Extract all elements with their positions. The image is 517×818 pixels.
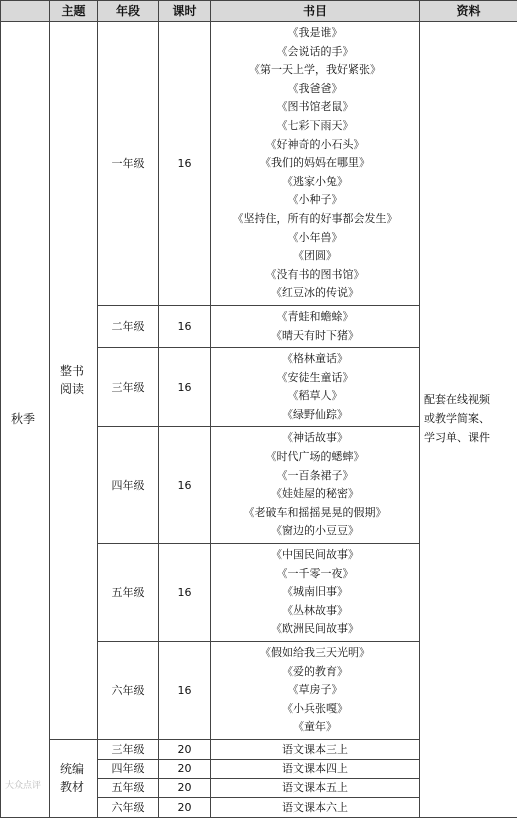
grade-cell: 六年级 [98,797,159,817]
header-season [1,1,50,22]
books-cell [211,642,420,740]
book-title: 《第一天上学，我好紧张》 [211,61,419,80]
grade-cell: 六年级 [98,642,159,740]
hours-cell: 16 [159,642,211,740]
books-cell [211,22,420,306]
book-cell: 语文课本三上 [211,739,420,759]
resources-line: 学习单、课件 [424,429,513,448]
book-title: 《没有书的图书馆》 [211,266,419,285]
hours-cell: 16 [159,305,211,347]
book-title: 《一千零一夜》 [211,565,419,584]
book-title: 《爱的教育》 [211,663,419,682]
season-cell: 秋季 [1,22,50,818]
book-title: 《红豆冰的传说》 [211,284,419,303]
book-title: 《老破车和摇摇晃晃的假期》 [211,504,419,523]
book-title: 《一百条裙子》 [211,467,419,486]
book-title: 《青蛙和蟾蜍》 [211,308,419,327]
resources-line: 或教学简案、 [424,410,513,429]
grade-cell: 三年级 [98,739,159,759]
theme-whole-book [50,22,98,740]
book-title: 《假如给我三天光明》 [211,644,419,663]
book-title: 《娃娃屋的秘密》 [211,485,419,504]
hours-cell: 20 [159,797,211,817]
book-title: 《城南旧事》 [211,583,419,602]
book-title: 《小年兽》 [211,229,419,248]
grade-cell: 四年级 [98,759,159,778]
theme-line: 整书 [60,362,97,381]
book-title: 《稻草人》 [211,387,419,406]
header-grade: 年段 [98,1,159,22]
book-cell: 语文课本四上 [211,759,420,778]
book-title: 《神话故事》 [211,429,419,448]
book-title: 《会说话的手》 [211,43,419,62]
theme-line: 教材 [60,778,97,797]
books-cell [211,427,420,544]
book-title: 《丛林故事》 [211,602,419,621]
hours-cell: 16 [159,544,211,642]
book-title: 《时代广场的蟋蟀》 [211,448,419,467]
book-title: 《图书馆老鼠》 [211,98,419,117]
header-books: 书目 [211,1,420,22]
header-row [1,1,517,22]
book-title: 《格林童话》 [211,350,419,369]
header-hours: 课时 [159,1,211,22]
header-resources: 资料 [420,1,517,22]
grade-cell: 一年级 [98,22,159,306]
book-title: 《草房子》 [211,681,419,700]
grade-cell: 二年级 [98,305,159,347]
book-title: 《我爸爸》 [211,80,419,99]
hours-cell: 20 [159,739,211,759]
book-title: 《窗边的小豆豆》 [211,522,419,541]
header-theme: 主题 [50,1,98,22]
watermark: 大众点评 [5,778,41,791]
theme-unified [50,739,98,817]
hours-cell: 16 [159,22,211,306]
book-title: 《中国民间故事》 [211,546,419,565]
book-title: 《我们的妈妈在哪里》 [211,154,419,173]
book-cell: 语文课本五上 [211,778,420,797]
book-title: 《小兵张嘎》 [211,700,419,719]
grade-cell: 五年级 [98,778,159,797]
books-cell [211,348,420,427]
hours-cell: 20 [159,759,211,778]
resources-line: 配套在线视频 [424,391,513,410]
book-title: 《晴天有时下猪》 [211,327,419,346]
book-title: 《团圆》 [211,247,419,266]
book-title: 《绿野仙踪》 [211,406,419,425]
resources-cell [420,22,517,818]
books-cell [211,305,420,347]
grade-cell: 四年级 [98,427,159,544]
book-title: 《小种子》 [211,191,419,210]
grade-cell: 五年级 [98,544,159,642]
book-title: 《欧洲民间故事》 [211,620,419,639]
book-title: 《童年》 [211,718,419,737]
book-title: 《我是谁》 [211,24,419,43]
grade-cell: 三年级 [98,348,159,427]
book-title: 《坚持住，所有的好事都会发生》 [211,210,419,229]
hours-cell: 16 [159,427,211,544]
book-title: 《七彩下雨天》 [211,117,419,136]
hours-cell: 20 [159,778,211,797]
books-cell [211,544,420,642]
table-row [1,22,517,306]
theme-line: 阅读 [60,380,97,399]
book-title: 《好神奇的小石头》 [211,136,419,155]
hours-cell: 16 [159,348,211,427]
book-title: 《安徒生童话》 [211,369,419,388]
theme-line: 统编 [60,760,97,779]
book-cell: 语文课本六上 [211,797,420,817]
book-title: 《逃家小兔》 [211,173,419,192]
